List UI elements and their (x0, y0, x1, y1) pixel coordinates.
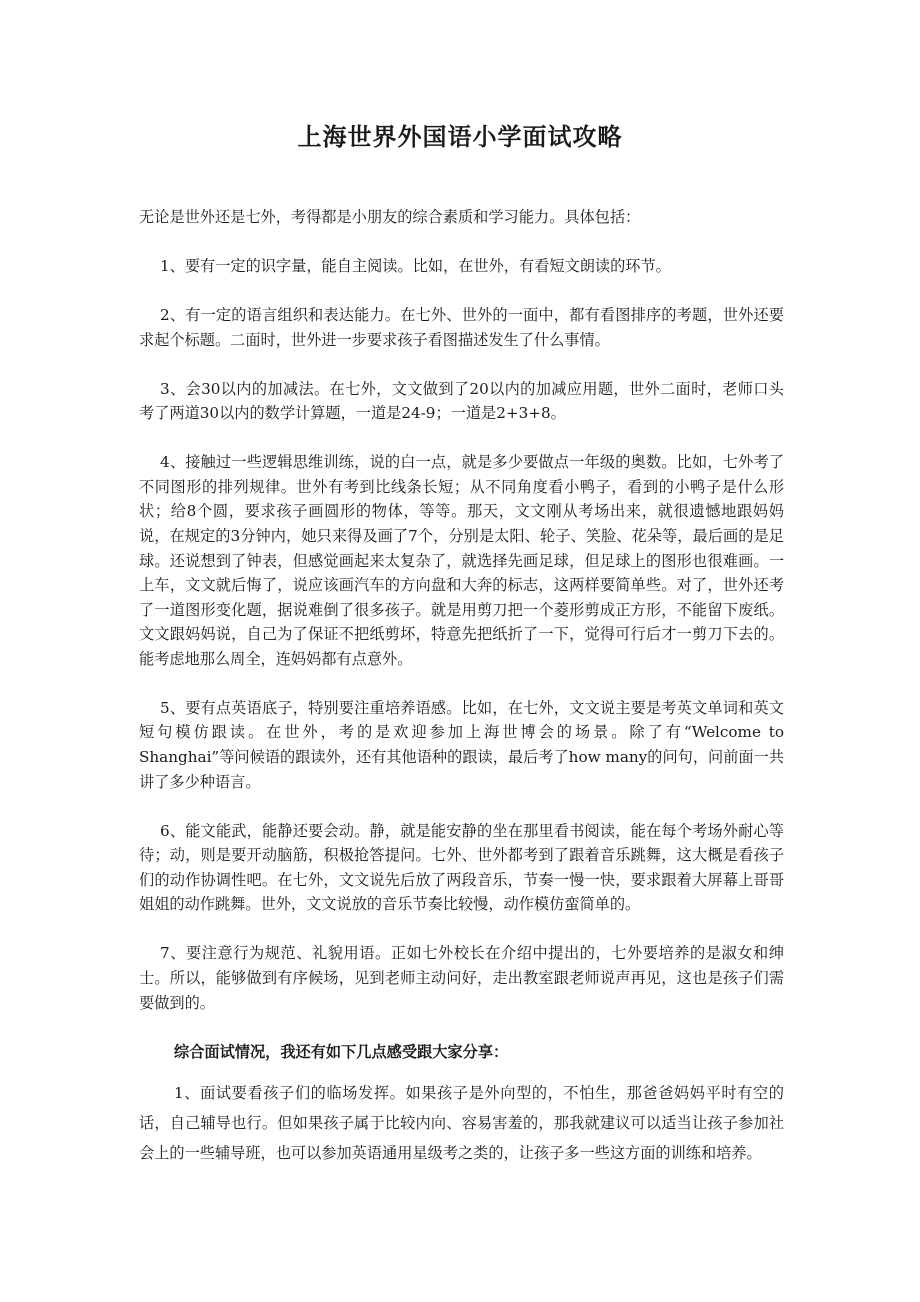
document-body (139, 205, 784, 1168)
list-item-7: 7、要注意行为规范、礼貌用语。正如七外校长在介绍中提出的，七外要培养的是淑女和绅士。所以，能够做到有序候场，见到老师主动问好，走出教室跟老师说声再见，这也是孩子们需要做到的。 (139, 944, 784, 1012)
summary-heading: 综合面试情况，我还有如下几点感受跟大家分享： (174, 1042, 509, 1061)
list-item-3: 3、会30以内的加减法。在七外，文文做到了20以内的加减应用题，世外二面时，老师口头考了两道30以内的数学计算题，一道是24-9；一道是2+3+8。 (139, 379, 784, 423)
list-item-5: 5、要有点英语底子，特别要注重培养语感。比如，在七外，文文说主要是考英文单词和英文短句模仿跟读。在世外，考的是欢迎参加上海世博会的场景。除了有“Welcome to Shanghai”等问候语的跟读外，还有其他语种的跟读，最后考了how many的问句，问前面一共讲了多少种语言。 (139, 698, 784, 791)
intro-paragraph: 无论是世外还是七外，考得都是小朋友的综合素质和学习能力。具体包括： (139, 208, 641, 226)
document-title: 上海世界外国语小学面试攻略 (297, 122, 623, 151)
list-item-2: 2、有一定的语言组织和表达能力。在七外、世外的一面中，都有看图排序的考题，世外还要求起个标题。二面时，世外进一步要求孩子看图描述发生了什么事情。 (139, 305, 784, 349)
list-item-1: 1、要有一定的识字量，能自主阅读。比如，在世外，有看短文朗读的环节。 (160, 256, 671, 275)
share-item-1: 1、面试要看孩子们的临场发挥。如果孩子是外向型的，不怕生，那爸爸妈妈平时有空的话，自己辅导也行。但如果孩子属于比较内向、容易害羞的，那我就建议可以适当让孩子参加社会上的一些辅导班，也可以参加英语通用星级考之类的，让孩子多一些这方面的训练和培养。 (139, 1084, 784, 1163)
list-item-6: 6、能文能武，能静还要会动。静，就是能安静的坐在那里看书阅读，能在每个考场外耐心等待；动，则是要开动脑筋，积极抢答提问。七外、世外都考到了跟着音乐跳舞，这大概是看孩子们的动作协调性吧。在七外，文文说先后放了两段音乐，节奏一慢一快，要求跟着大屏幕上哥哥姐姐的动作跳舞。世外，文文说放的音乐节奏比较慢，动作模仿蛮简单的。 (139, 821, 784, 914)
list-item-4: 4、接触过一些逻辑思维训练，说的白一点，就是多少要做点一年级的奥数。比如，七外考了不同图形的排列规律。世外有考到比线条长短；从不同角度看小鸭子，看到的小鸭子是什么形状；给8个圆，要求孩子画圆形的物体，等等。那天，文文刚从考场出来，就很遗憾地跟妈妈说，在规定的3分钟内，她只来得及画了7个，分别是太阳、轮子、笑脸、花朵等，最后画的是足球。还说想到了钟表，但感觉画起来太复杂了，就选择先画足球，但足球上的图形也很难画。一上车，文文就后悔了，说应该画汽车的方向盘和大奔的标志，这两样要简单些。对了，世外还考了一道图形变化题，据说难倒了很多孩子。就是用剪刀把一个菱形剪成正方形，不能留下废纸。文文跟妈妈说，自己为了保证不把纸剪坏，特意先把纸折了一下，觉得可行后才一剪刀下去的。能考虑地那么周全，连妈妈都有点意外。 (139, 453, 784, 668)
